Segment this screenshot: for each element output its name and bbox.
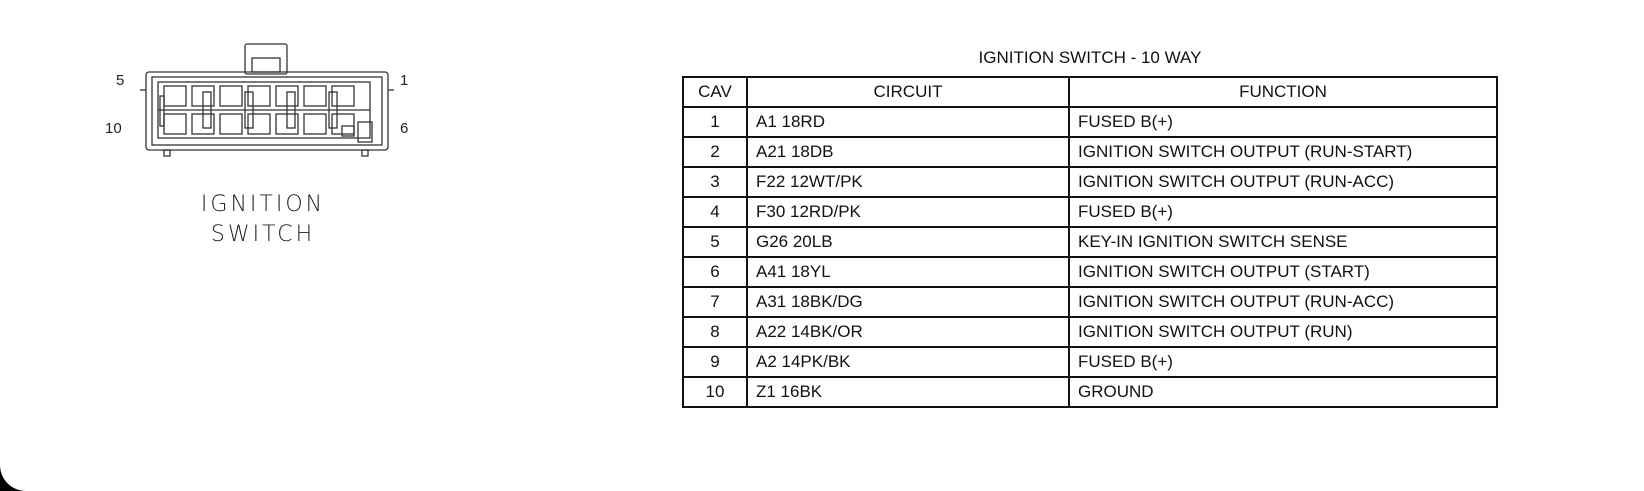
pin-label-top-right: 1	[400, 72, 409, 89]
cell-function: IGNITION SWITCH OUTPUT (RUN-ACC)	[1069, 287, 1497, 317]
header-cav: CAV	[683, 77, 747, 107]
table-title: IGNITION SWITCH - 10 WAY	[978, 48, 1202, 67]
cell-function: IGNITION SWITCH OUTPUT (RUN-START)	[1069, 137, 1497, 167]
connector-title-line2: SWITCH	[210, 222, 316, 247]
cell-function: KEY-IN IGNITION SWITCH SENSE	[1069, 227, 1497, 257]
connector-diagram	[100, 40, 410, 260]
table-row	[683, 317, 1497, 347]
header-function: FUNCTION	[1069, 77, 1497, 107]
cell-circuit: A1 18RD	[747, 107, 1069, 137]
cell-function: GROUND	[1069, 377, 1497, 407]
cell-circuit: F30 12RD/PK	[747, 197, 1069, 227]
cell-cav: 6	[683, 257, 747, 287]
table-row	[683, 257, 1497, 287]
cell-function: IGNITION SWITCH OUTPUT (RUN)	[1069, 317, 1497, 347]
cell-circuit: G26 20LB	[747, 227, 1069, 257]
cell-cav: 5	[683, 227, 747, 257]
table-row	[683, 287, 1497, 317]
cell-cav: 8	[683, 317, 747, 347]
header-circuit: CIRCUIT	[747, 77, 1069, 107]
pin-label-bottom-right: 6	[400, 120, 409, 137]
connector-title-line1: IGNITION	[200, 192, 326, 217]
table-header-row	[683, 77, 1497, 107]
pin-label-top-left: 5	[116, 72, 125, 89]
cell-cav: 2	[683, 137, 747, 167]
cell-function: IGNITION SWITCH OUTPUT (START)	[1069, 257, 1497, 287]
cell-circuit: A41 18YL	[747, 257, 1069, 287]
pinout-table	[682, 76, 1498, 408]
cell-circuit: A22 14BK/OR	[747, 317, 1069, 347]
table-row	[683, 197, 1497, 227]
table-row	[683, 167, 1497, 197]
pin-label-bottom-left: 10	[105, 120, 122, 137]
cell-cav: 3	[683, 167, 747, 197]
table-row	[683, 107, 1497, 137]
cell-cav: 9	[683, 347, 747, 377]
cell-circuit: A31 18BK/DG	[747, 287, 1069, 317]
cell-function: FUSED B(+)	[1069, 347, 1497, 377]
cell-cav: 1	[683, 107, 747, 137]
cell-circuit: A21 18DB	[747, 137, 1069, 167]
table-row	[683, 377, 1497, 407]
cell-cav: 10	[683, 377, 747, 407]
table-row	[683, 347, 1497, 377]
table-row	[683, 227, 1497, 257]
cell-circuit: Z1 16BK	[747, 377, 1069, 407]
cell-circuit: F22 12WT/PK	[747, 167, 1069, 197]
cell-function: IGNITION SWITCH OUTPUT (RUN-ACC)	[1069, 167, 1497, 197]
cell-function: FUSED B(+)	[1069, 197, 1497, 227]
cell-cav: 4	[683, 197, 747, 227]
cell-circuit: A2 14PK/BK	[747, 347, 1069, 377]
connector-drawing	[100, 40, 410, 160]
connector-title	[198, 190, 328, 250]
table-row	[683, 137, 1497, 167]
cell-cav: 7	[683, 287, 747, 317]
cell-function: FUSED B(+)	[1069, 107, 1497, 137]
